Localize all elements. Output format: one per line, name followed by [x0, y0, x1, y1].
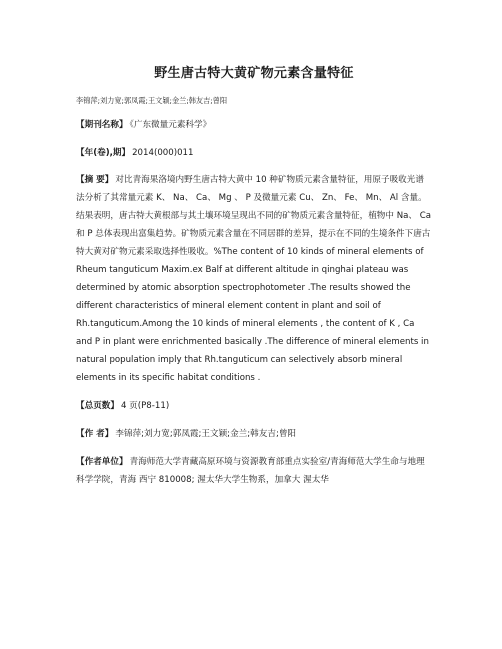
- year-value: 2014(000)011: [132, 148, 194, 158]
- abstract-english: %The content of 10 kinds of mineral elements of Rheum tanguticum Maxim.ex Balf at different altitude in qinghai plateau was determined by atomic absorption spectrophotometer .The results showed the different characteristics of mineral element content in plant and soil of Rh.tanguticum.Among the 10 kinds of mineral elements , the content of K , Ca and P in plant were enrichmented basically .The difference of mineral elements in natural population imply that Rh.tanguticum can selectively absorb mineral elements in its specific habitat conditions .: [76, 247, 429, 383]
- pages-value: 4 页(P8-11): [120, 401, 170, 411]
- affiliation-label: 【作者单位】: [76, 457, 128, 467]
- year-field: [76, 144, 432, 162]
- abstract-label: 【摘 要】: [76, 175, 114, 185]
- document-title: 野生唐古特大黄矿物元素含量特征: [154, 66, 354, 81]
- abstract: [76, 171, 432, 387]
- authors-label: 【作 者】: [76, 429, 114, 439]
- affiliation-value: 青海师范大学青藏高原环境与资源教育部重点实验室/青海师范大学生命与地理科学学院，青海 西宁 810008; 渥太华大学生物系，加拿大 渥太华: [76, 457, 425, 485]
- journal-value: 《广东微量元素科学》: [129, 120, 212, 130]
- journal-field: [76, 116, 432, 134]
- journal-label: 【期刊名称】: [76, 120, 128, 130]
- authors-field: [76, 425, 432, 443]
- pages-label: 【总页数】: [76, 401, 119, 411]
- pages-field: [76, 397, 432, 415]
- authors-value: 李锦萍;刘力宽;郭凤霞;王文颖;金兰;韩友吉;曾阳: [115, 429, 297, 439]
- abstract-chinese: 对比青海果洛境内野生唐古特大黄中 10 种矿物质元素含量特征，用原子吸收光谱法分析了其常量元素 K、 Na、 Ca、 Mg 、 P 及微量元素 Cu、 Zn、 Fe、 Mn、 Al 含量。结果表明，唐古特大黄根部与其土壤环境呈现出不同的矿物质元素含量特征，植物中 Na、 Ca 和 P 总体表现出富集趋势。矿物质元素含量在不同居群的差异，提示在不同的生境条件下唐古特大黄对矿物元素采取选择性吸收。: [76, 175, 431, 257]
- affiliation-field: [76, 453, 432, 489]
- year-label: 【年(卷),期】: [76, 148, 131, 158]
- authors-line: 李锦萍;刘力宽;郭凤霞;王文颖;金兰;韩友吉;曾阳: [76, 96, 228, 105]
